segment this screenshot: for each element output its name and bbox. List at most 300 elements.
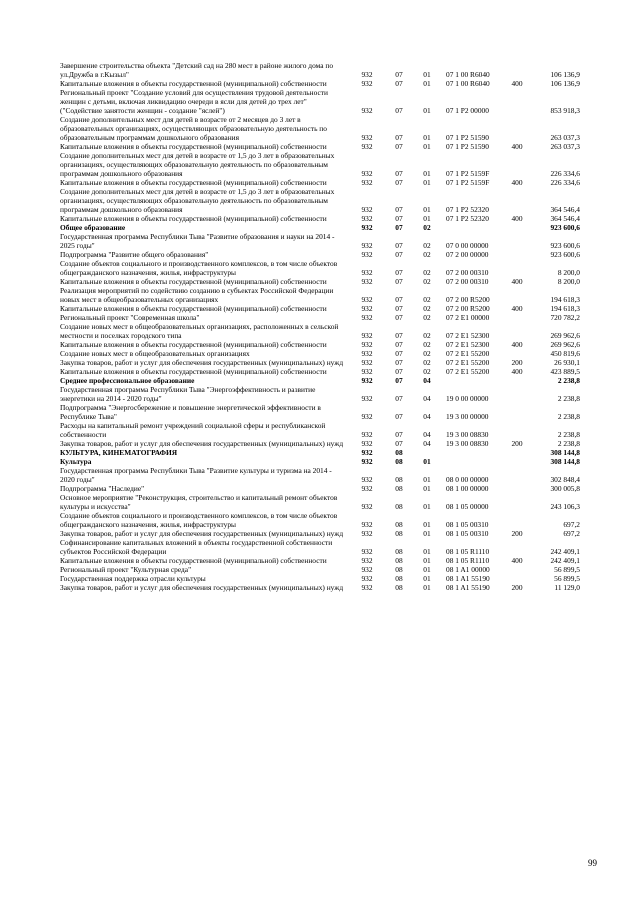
row-section-code: 07 xyxy=(395,367,403,376)
row-subsection-code: 02 xyxy=(423,241,431,250)
row-target-article: 07 1 P2 00000 xyxy=(446,106,489,115)
row-amount: 923 600,6 xyxy=(550,250,580,259)
row-section-code: 08 xyxy=(395,520,403,529)
row-name: Региональный проект "Культурная среда" xyxy=(60,565,192,574)
row-name: Капитальные вложения в объекты государственной (муниципальной) собственности xyxy=(60,304,327,313)
row-amount: 106 136,9 xyxy=(550,79,580,88)
row-target-article: 07 1 P2 52320 xyxy=(446,214,489,223)
row-amount: 194 618,3 xyxy=(550,295,580,304)
row-subsection-code: 01 xyxy=(423,565,431,574)
row-subsection-code: 01 xyxy=(423,547,431,556)
row-amount: 364 546,4 xyxy=(550,205,580,214)
row-subsection-code: 01 xyxy=(423,475,431,484)
row-target-article: 07 1 00 R6040 xyxy=(446,79,490,88)
row-expense-type: 400 xyxy=(511,142,523,151)
row-expense-type: 200 xyxy=(511,439,523,448)
row-ministry-code: 932 xyxy=(361,484,373,493)
row-target-article: 19 3 00 00000 xyxy=(446,412,489,421)
row-target-article: 07 2 E1 52300 xyxy=(446,340,490,349)
row-section-code: 08 xyxy=(395,448,403,457)
row-expense-type xyxy=(506,466,528,484)
row-expense-type: 400 xyxy=(511,214,523,223)
row-section-code: 07 xyxy=(395,331,403,340)
row-target-article: 08 1 A1 00000 xyxy=(446,565,490,574)
row-amount: 853 918,3 xyxy=(550,106,580,115)
row-expense-type: 400 xyxy=(511,79,523,88)
table-row xyxy=(60,529,580,538)
row-expense-type xyxy=(506,574,528,583)
row-subsection-code: 01 xyxy=(423,583,431,592)
table-row xyxy=(60,466,580,484)
table-row xyxy=(60,187,580,214)
row-amount: 263 037,3 xyxy=(550,142,580,151)
row-section-code: 07 xyxy=(395,142,403,151)
row-ministry-code: 932 xyxy=(361,214,373,223)
row-expense-type: 400 xyxy=(511,556,523,565)
row-section-code: 08 xyxy=(395,457,403,466)
table-row xyxy=(60,367,580,376)
row-expense-type: 200 xyxy=(511,583,523,592)
row-name: Создание новых мест в общеобразовательных организациях xyxy=(60,349,250,358)
row-subsection-code: 01 xyxy=(423,502,431,511)
row-section-code: 07 xyxy=(395,133,403,142)
row-target-article: 19 3 00 08830 xyxy=(446,439,489,448)
row-subsection-code: 01 xyxy=(423,484,431,493)
row-target-article: 08 1 A1 55190 xyxy=(446,583,490,592)
row-target-article: 07 2 E1 52300 xyxy=(446,331,490,340)
row-expense-type: 200 xyxy=(511,358,523,367)
row-expense-type xyxy=(506,259,528,277)
table-row xyxy=(60,448,580,457)
row-amount: 720 782,2 xyxy=(550,313,580,322)
row-section-code: 07 xyxy=(395,268,403,277)
row-subsection-code: 01 xyxy=(423,529,431,538)
row-target-article: 07 2 00 00310 xyxy=(446,268,489,277)
row-ministry-code: 932 xyxy=(361,529,373,538)
row-target-article: 19 3 00 08830 xyxy=(446,430,489,439)
table-row xyxy=(60,142,580,151)
row-name: Завершение строительства объекта "Детский сад на 280 мест в районе жилого дома по ул.Дружба в г.Кызыл" xyxy=(60,61,334,79)
row-ministry-code: 932 xyxy=(361,142,373,151)
row-amount: 2 238,8 xyxy=(557,430,580,439)
row-section-code: 08 xyxy=(395,574,403,583)
row-target-article: 08 1 00 00000 xyxy=(446,484,489,493)
budget-table-body xyxy=(60,61,580,592)
row-ministry-code: 932 xyxy=(361,412,373,421)
row-ministry-code: 932 xyxy=(361,268,373,277)
row-subsection-code: 02 xyxy=(423,331,431,340)
row-name: Создание дополнительных мест для детей в возрасте от 2 месяцев до 3 лет в образовательных организациях, осуществляющих образовательную деятельность по образовательным программам дошкольного образования xyxy=(60,115,327,142)
row-expense-type xyxy=(506,457,528,466)
row-amount: 243 106,3 xyxy=(550,502,580,511)
row-section-code: 08 xyxy=(395,583,403,592)
row-subsection-code: 02 xyxy=(423,223,431,232)
row-target-article: 07 2 E1 00000 xyxy=(446,313,490,322)
row-subsection-code: 01 xyxy=(423,556,431,565)
row-name: Основное мероприятие "Реконструкция, строительство и капитальный ремонт объектов культуры и искусства" xyxy=(60,493,338,511)
row-target-article: 07 2 00 00310 xyxy=(446,277,489,286)
row-subsection-code: 01 xyxy=(423,79,431,88)
row-section-code: 07 xyxy=(395,214,403,223)
row-subsection-code: 01 xyxy=(423,133,431,142)
table-row xyxy=(60,79,580,88)
row-expense-type xyxy=(506,115,528,142)
row-ministry-code: 932 xyxy=(361,475,373,484)
row-ministry-code: 932 xyxy=(361,304,373,313)
row-name: Создание новых мест в общеобразовательных организациях, расположенных в сельской местности и поселках городского типа xyxy=(60,322,339,340)
row-subsection-code: 01 xyxy=(423,457,431,466)
row-ministry-code: 932 xyxy=(361,106,373,115)
row-ministry-code: 932 xyxy=(361,358,373,367)
row-section-code: 07 xyxy=(395,313,403,322)
row-amount: 242 409,1 xyxy=(550,556,580,565)
row-ministry-code: 932 xyxy=(361,241,373,250)
row-name: Капитальные вложения в объекты государственной (муниципальной) собственности xyxy=(60,178,327,187)
row-amount: 2 238,8 xyxy=(557,439,580,448)
row-expense-type xyxy=(506,448,528,457)
row-subsection-code: 04 xyxy=(423,376,431,385)
row-expense-type xyxy=(506,511,528,529)
table-row xyxy=(60,232,580,250)
row-target-article xyxy=(440,376,506,385)
table-row xyxy=(60,304,580,313)
row-amount: 56 899,5 xyxy=(554,574,580,583)
row-amount: 194 618,3 xyxy=(550,304,580,313)
row-section-code: 07 xyxy=(395,295,403,304)
row-ministry-code: 932 xyxy=(361,367,373,376)
row-name: Расходы на капитальный ремонт учреждений социальной сферы и республиканской собственности xyxy=(60,421,326,439)
row-expense-type xyxy=(506,187,528,214)
row-expense-type xyxy=(506,376,528,385)
row-expense-type xyxy=(506,484,528,493)
row-section-code: 07 xyxy=(395,277,403,286)
row-amount: 364 546,4 xyxy=(550,214,580,223)
row-name: Государственная программа Республики Тыва "Развитие культуры и туризма на 2014 - 2020 годы" xyxy=(60,466,332,484)
row-section-code: 07 xyxy=(395,178,403,187)
row-target-article: 08 1 05 R1110 xyxy=(446,547,490,556)
table-row xyxy=(60,457,580,466)
row-subsection-code: 01 xyxy=(423,178,431,187)
table-row xyxy=(60,313,580,322)
row-amount: 269 962,6 xyxy=(550,331,580,340)
row-target-article: 07 2 E1 55200 xyxy=(446,367,490,376)
table-row xyxy=(60,421,580,439)
row-name: Подпрограмма "Развитие общего образования" xyxy=(60,250,209,259)
row-section-code: 07 xyxy=(395,223,403,232)
row-target-article: 07 2 E1 55200 xyxy=(446,349,490,358)
table-row xyxy=(60,376,580,385)
row-expense-type xyxy=(506,565,528,574)
row-amount: 106 136,9 xyxy=(550,70,580,79)
row-name: Государственная поддержка отрасли культуры xyxy=(60,574,206,583)
row-name: Среднее профессиональное образование xyxy=(60,376,195,385)
row-section-code: 07 xyxy=(395,205,403,214)
row-name: Капитальные вложения в объекты государственной (муниципальной) собственности xyxy=(60,79,327,88)
row-target-article: 07 1 P2 51590 xyxy=(446,133,489,142)
page-number: 99 xyxy=(588,858,597,868)
table-row xyxy=(60,538,580,556)
row-target-article: 07 1 P2 51590 xyxy=(446,142,489,151)
row-name: Создание дополнительных мест для детей в возрасте от 1,5 до 3 лет в образовательных организациях, осуществляющих образовательную деятельность по образовательным программам дошкольного образования xyxy=(60,187,335,214)
row-section-code: 07 xyxy=(395,70,403,79)
row-subsection-code: 02 xyxy=(423,295,431,304)
row-name: Создание объектов социального и производственного комплексов, в том числе объектов общегражданского назначения, жилья, инфраструктуры xyxy=(60,511,338,529)
row-ministry-code: 932 xyxy=(361,574,373,583)
row-expense-type xyxy=(506,493,528,511)
row-subsection-code: 04 xyxy=(423,412,431,421)
row-section-code: 07 xyxy=(395,412,403,421)
row-subsection-code: 01 xyxy=(423,214,431,223)
row-section-code: 07 xyxy=(395,250,403,259)
row-target-article: 07 2 E1 55200 xyxy=(446,358,490,367)
row-name: Подпрограмма "Энергосбережение и повышение энергетической эффективности в Республике Тыва" xyxy=(60,403,321,421)
row-section-code: 07 xyxy=(395,106,403,115)
row-name: Региональный проект "Современная школа" xyxy=(60,313,200,322)
row-subsection-code: 01 xyxy=(423,574,431,583)
row-expense-type xyxy=(506,403,528,421)
row-name: Капитальные вложения в объекты государственной (муниципальной) собственности xyxy=(60,367,327,376)
row-target-article: 07 1 P2 5159F xyxy=(446,178,490,187)
row-expense-type xyxy=(506,385,528,403)
row-target-article: 07 0 00 00000 xyxy=(446,241,489,250)
row-target-article: 08 0 00 00000 xyxy=(446,475,489,484)
row-amount: 226 334,6 xyxy=(550,178,580,187)
row-expense-type xyxy=(506,250,528,259)
row-amount: 8 200,0 xyxy=(557,277,580,286)
row-expense-type xyxy=(506,151,528,178)
row-section-code: 08 xyxy=(395,529,403,538)
row-name: Капитальные вложения в объекты государственной (муниципальной) собственности xyxy=(60,340,327,349)
row-name: Софинансирование капитальных вложений в объекты государственной собственности субъектов Российской Федерации xyxy=(60,538,333,556)
row-expense-type xyxy=(506,322,528,340)
row-target-article xyxy=(440,457,506,466)
row-subsection-code: 01 xyxy=(423,142,431,151)
row-target-article: 08 1 A1 55190 xyxy=(446,574,490,583)
table-row xyxy=(60,439,580,448)
row-target-article: 08 1 05 00310 xyxy=(446,529,489,538)
table-row xyxy=(60,151,580,178)
row-subsection-code: 02 xyxy=(423,250,431,259)
row-subsection-code: 04 xyxy=(423,439,431,448)
row-subsection-code: 04 xyxy=(423,394,431,403)
table-row xyxy=(60,178,580,187)
row-amount: 11 129,0 xyxy=(554,583,580,592)
row-subsection-code: 04 xyxy=(423,430,431,439)
row-subsection-code: 02 xyxy=(423,358,431,367)
row-ministry-code: 932 xyxy=(361,178,373,187)
row-ministry-code: 932 xyxy=(361,70,373,79)
row-name: Закупка товаров, работ и услуг для обеспечения государственных (муниципальных) нужд xyxy=(60,529,344,538)
row-name: Государственная программа Республики Тыва "Развитие образования и науки на 2014 - 2025 годы" xyxy=(60,232,335,250)
row-expense-type: 200 xyxy=(511,529,523,538)
row-target-article: 07 2 00 R5200 xyxy=(446,304,490,313)
table-row xyxy=(60,286,580,304)
row-ministry-code: 932 xyxy=(361,295,373,304)
row-expense-type xyxy=(506,421,528,439)
row-section-code: 07 xyxy=(395,349,403,358)
row-expense-type xyxy=(506,88,528,115)
row-target-article: 07 2 00 R5200 xyxy=(446,295,490,304)
row-subsection-code: 01 xyxy=(423,70,431,79)
row-subsection-code: 02 xyxy=(423,340,431,349)
row-subsection-code: 01 xyxy=(423,106,431,115)
row-section-code: 08 xyxy=(395,484,403,493)
row-name: Капитальные вложения в объекты государственной (муниципальной) собственности xyxy=(60,214,327,223)
table-row xyxy=(60,574,580,583)
row-target-article xyxy=(440,448,506,457)
row-subsection-code: 01 xyxy=(423,205,431,214)
row-ministry-code: 932 xyxy=(361,394,373,403)
row-section-code: 07 xyxy=(395,439,403,448)
row-expense-type: 400 xyxy=(511,340,523,349)
row-amount: 269 962,6 xyxy=(550,340,580,349)
row-target-article: 07 2 00 00000 xyxy=(446,250,489,259)
row-amount: 2 238,8 xyxy=(557,394,580,403)
row-expense-type xyxy=(506,61,528,79)
row-ministry-code: 932 xyxy=(361,169,373,178)
table-row xyxy=(60,88,580,115)
row-amount: 423 889,5 xyxy=(550,367,580,376)
row-amount: 308 144,8 xyxy=(550,457,580,466)
row-section-code: 07 xyxy=(395,79,403,88)
row-ministry-code: 932 xyxy=(361,223,373,232)
row-target-article: 07 1 00 R6040 xyxy=(446,70,490,79)
row-subsection-code xyxy=(414,448,440,457)
row-expense-type xyxy=(506,223,528,232)
row-name: Создание дополнительных мест для детей в возрасте от 1,5 до 3 лет в образовательных организациях, осуществляющих образовательную деятельность по образовательным программам дошкольного образования xyxy=(60,151,335,178)
row-amount: 923 600,6 xyxy=(550,241,580,250)
row-amount: 450 819,6 xyxy=(550,349,580,358)
row-name: Культура xyxy=(60,457,92,466)
row-amount: 2 238,8 xyxy=(557,376,580,385)
row-ministry-code: 932 xyxy=(361,502,373,511)
table-row xyxy=(60,511,580,529)
row-subsection-code: 02 xyxy=(423,277,431,286)
row-section-code: 08 xyxy=(395,502,403,511)
row-section-code: 07 xyxy=(395,340,403,349)
row-amount: 697,2 xyxy=(563,520,580,529)
row-name: Капитальные вложения в объекты государственной (муниципальной) собственности xyxy=(60,142,327,151)
table-row xyxy=(60,583,580,592)
row-subsection-code: 01 xyxy=(423,169,431,178)
table-row xyxy=(60,556,580,565)
row-subsection-code: 02 xyxy=(423,313,431,322)
table-row xyxy=(60,340,580,349)
row-amount: 242 409,1 xyxy=(550,547,580,556)
budget-table xyxy=(60,61,580,592)
row-name: Создание объектов социального и производственного комплексов, в том числе объектов общегражданского назначения, жилья, инфраструктуры xyxy=(60,259,338,277)
row-name: Государственная программа Республики Тыва "Энергоэффективность и развитие энергетики на 2014 - 2020 годы" xyxy=(60,385,316,403)
row-target-article: 19 0 00 00000 xyxy=(446,394,489,403)
row-ministry-code: 932 xyxy=(361,331,373,340)
row-expense-type xyxy=(506,349,528,358)
row-expense-type xyxy=(506,313,528,322)
row-ministry-code: 932 xyxy=(361,313,373,322)
row-ministry-code: 932 xyxy=(361,520,373,529)
row-ministry-code: 932 xyxy=(361,349,373,358)
row-ministry-code: 932 xyxy=(361,133,373,142)
row-amount: 263 037,3 xyxy=(550,133,580,142)
row-amount: 300 005,8 xyxy=(550,484,580,493)
row-amount: 2 238,8 xyxy=(557,412,580,421)
row-ministry-code: 932 xyxy=(361,448,373,457)
row-subsection-code: 02 xyxy=(423,349,431,358)
row-expense-type: 400 xyxy=(511,277,523,286)
row-section-code: 07 xyxy=(395,430,403,439)
row-amount: 8 200,0 xyxy=(557,268,580,277)
row-amount: 923 600,6 xyxy=(550,223,580,232)
row-ministry-code: 932 xyxy=(361,205,373,214)
row-name: Капитальные вложения в объекты государственной (муниципальной) собственности xyxy=(60,556,327,565)
row-ministry-code: 932 xyxy=(361,376,373,385)
table-row xyxy=(60,214,580,223)
table-row xyxy=(60,403,580,421)
row-name: Закупка товаров, работ и услуг для обеспечения государственных (муниципальных) нужд xyxy=(60,439,344,448)
row-ministry-code: 932 xyxy=(361,547,373,556)
row-ministry-code: 932 xyxy=(361,457,373,466)
row-target-article xyxy=(440,223,506,232)
table-row xyxy=(60,322,580,340)
row-name: Подпрограмма "Наследие" xyxy=(60,484,145,493)
table-row xyxy=(60,259,580,277)
table-row xyxy=(60,61,580,79)
row-section-code: 08 xyxy=(395,547,403,556)
row-ministry-code: 932 xyxy=(361,439,373,448)
table-row xyxy=(60,250,580,259)
row-amount: 56 899,5 xyxy=(554,565,580,574)
table-row xyxy=(60,223,580,232)
row-name: Капитальные вложения в объекты государственной (муниципальной) собственности xyxy=(60,277,327,286)
table-row xyxy=(60,277,580,286)
row-name: Закупка товаров, работ и услуг для обеспечения государственных (муниципальных) нужд xyxy=(60,358,344,367)
row-expense-type xyxy=(506,286,528,304)
row-name: Реализация мероприятий по содействию созданию в субъектах Российской Федерации новых мест в общеобразовательных организациях xyxy=(60,286,334,304)
table-row xyxy=(60,358,580,367)
row-section-code: 08 xyxy=(395,565,403,574)
row-ministry-code: 932 xyxy=(361,556,373,565)
row-subsection-code: 02 xyxy=(423,268,431,277)
table-row xyxy=(60,349,580,358)
table-row xyxy=(60,484,580,493)
row-subsection-code: 01 xyxy=(423,520,431,529)
row-expense-type xyxy=(506,232,528,250)
row-ministry-code: 932 xyxy=(361,340,373,349)
row-amount: 226 334,6 xyxy=(550,169,580,178)
row-section-code: 08 xyxy=(395,556,403,565)
row-ministry-code: 932 xyxy=(361,430,373,439)
row-section-code: 07 xyxy=(395,376,403,385)
row-name: КУЛЬТУРА, КИНЕМАТОГРАФИЯ xyxy=(60,448,178,457)
table-row xyxy=(60,385,580,403)
table-row xyxy=(60,493,580,511)
row-name: Общее образование xyxy=(60,223,126,232)
row-ministry-code: 932 xyxy=(361,79,373,88)
row-expense-type: 400 xyxy=(511,304,523,313)
row-section-code: 07 xyxy=(395,358,403,367)
row-amount: 26 930,1 xyxy=(554,358,580,367)
row-amount: 302 848,4 xyxy=(550,475,580,484)
row-section-code: 07 xyxy=(395,169,403,178)
row-target-article: 08 1 05 R1110 xyxy=(446,556,490,565)
row-ministry-code: 932 xyxy=(361,250,373,259)
row-amount: 697,2 xyxy=(563,529,580,538)
row-target-article: 08 1 05 00310 xyxy=(446,520,489,529)
row-subsection-code: 02 xyxy=(423,304,431,313)
row-ministry-code: 932 xyxy=(361,277,373,286)
row-expense-type xyxy=(506,538,528,556)
row-expense-type: 400 xyxy=(511,178,523,187)
row-name: Закупка товаров, работ и услуг для обеспечения государственных (муниципальных) нужд xyxy=(60,583,344,592)
